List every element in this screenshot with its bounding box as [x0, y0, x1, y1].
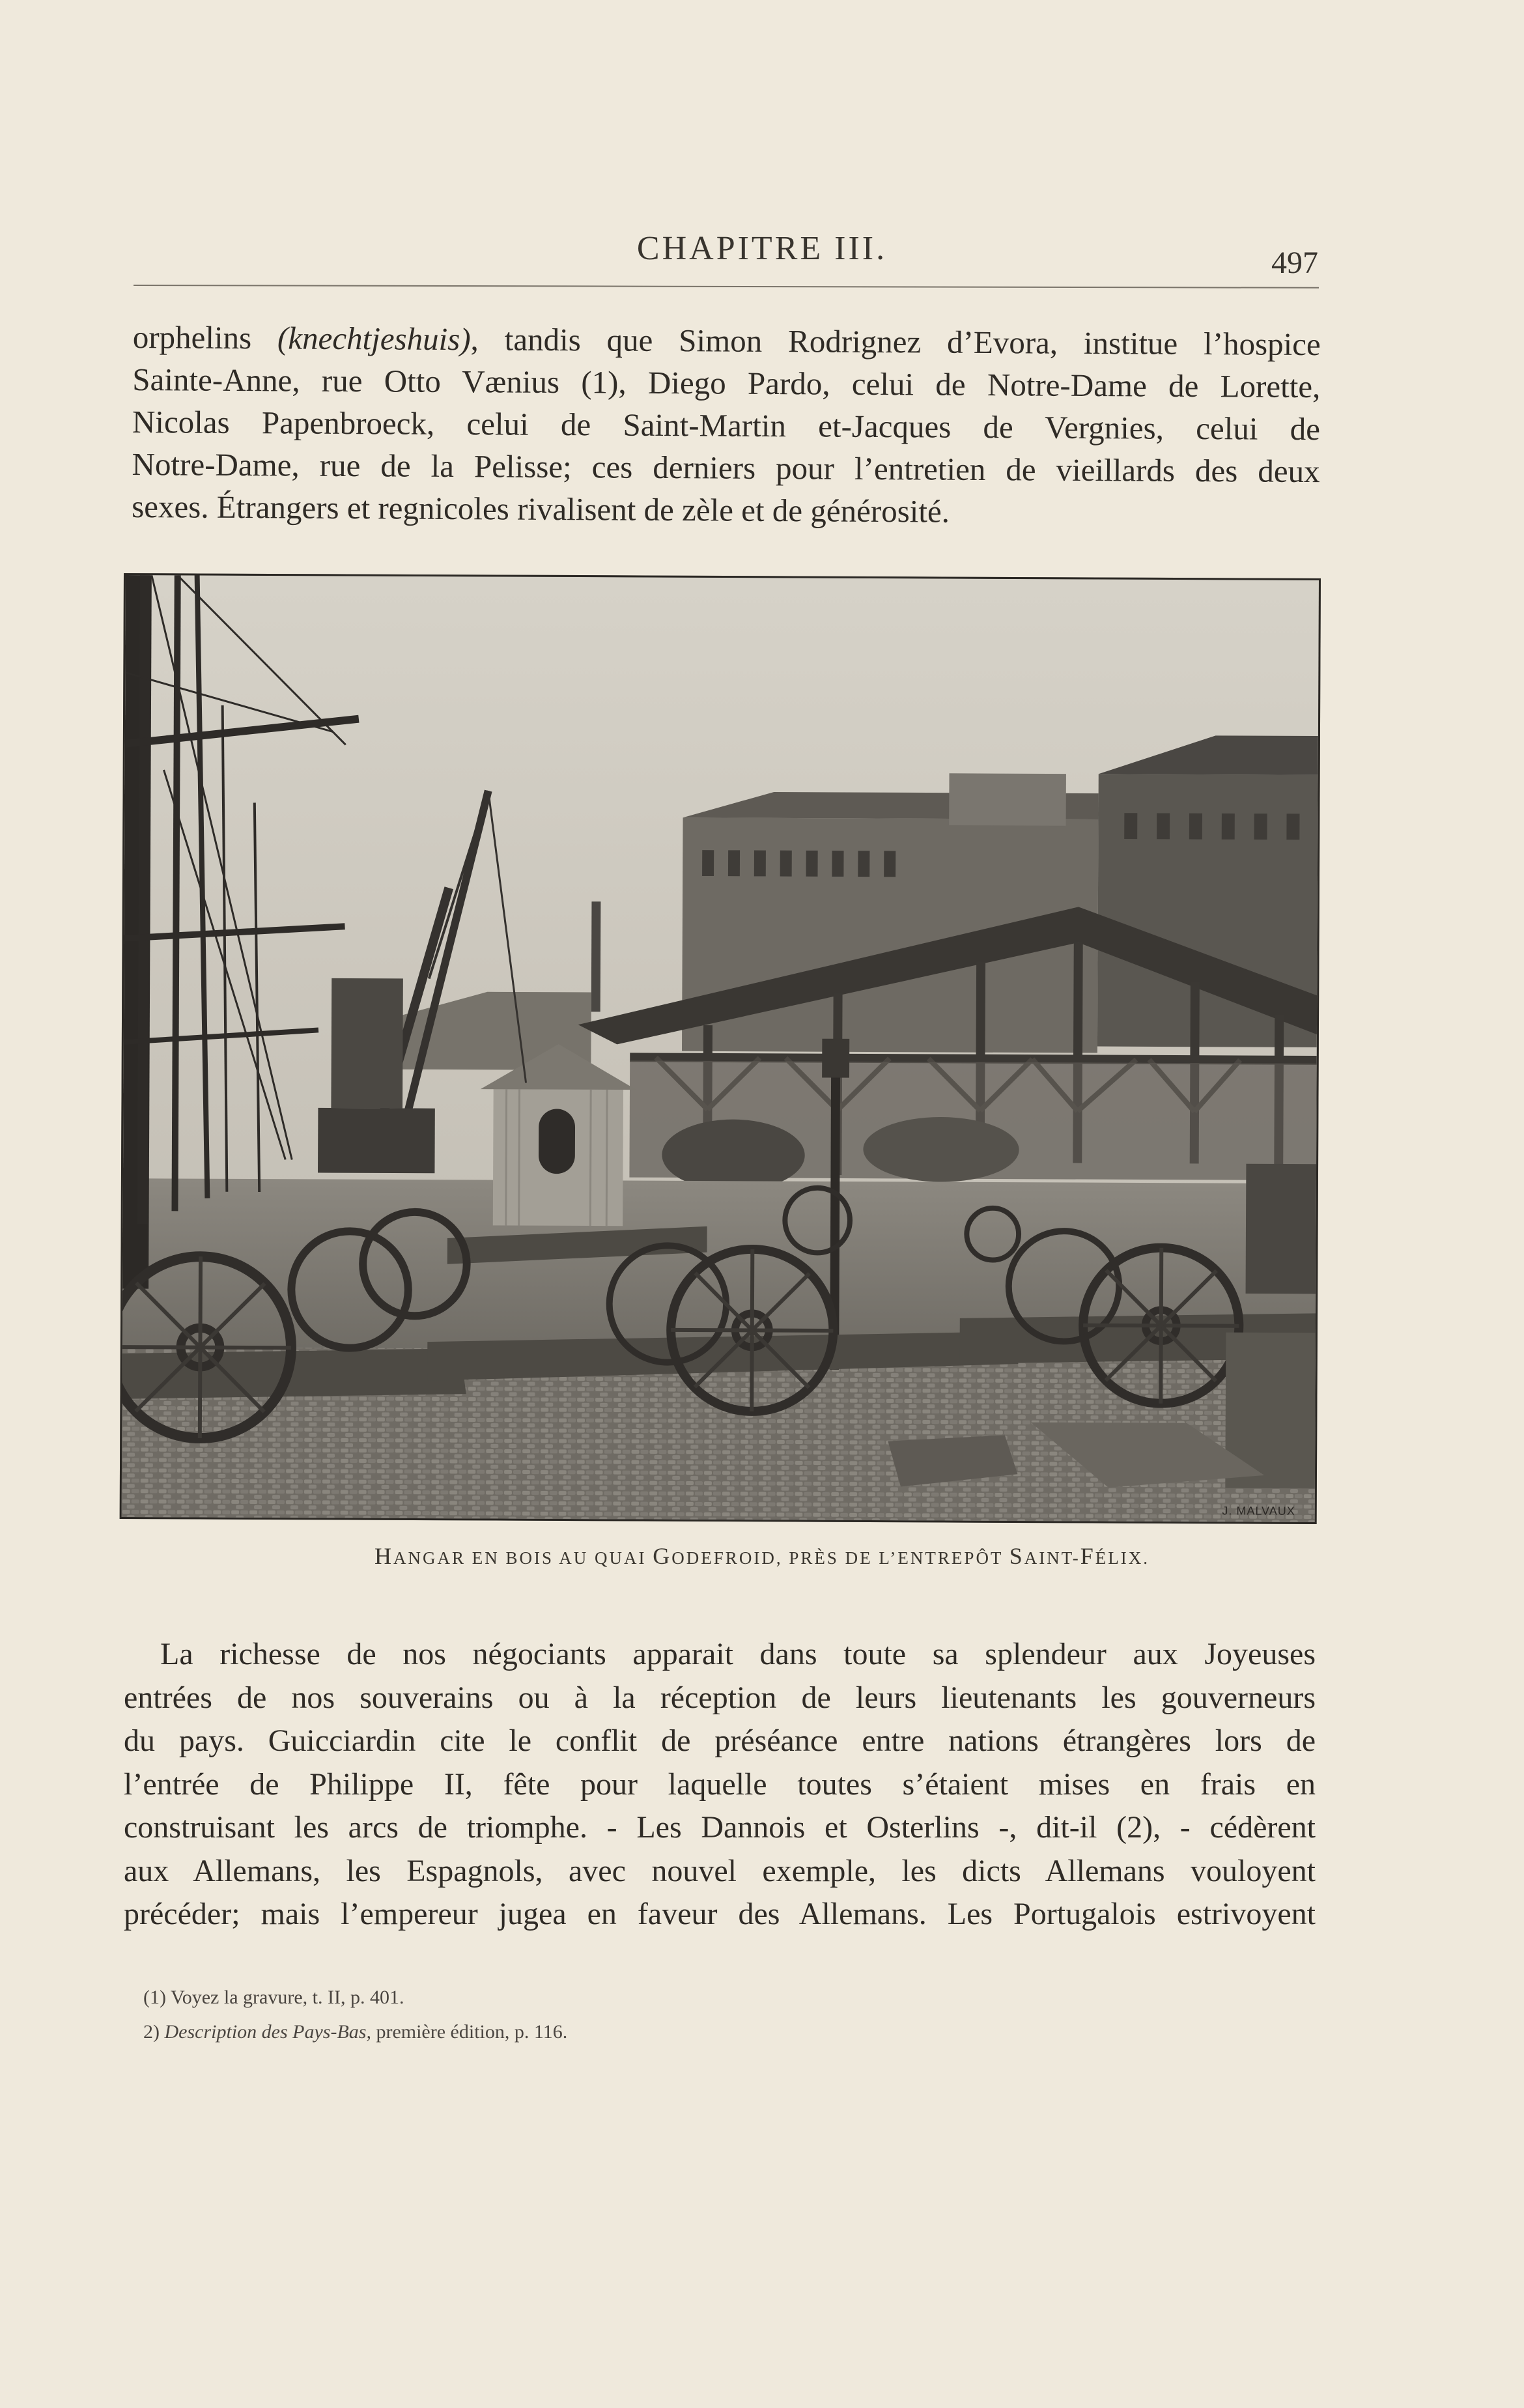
paragraph-line: du pays. Guicciardin cite le conflit de préséance entre nations étrangères lors de — [124, 1723, 1316, 1758]
footnote-1: (1) Voyez la gravure, t. II, p. 401. — [143, 1987, 404, 2008]
paragraph-top — [132, 316, 1321, 535]
page-number: 497 — [1271, 246, 1318, 280]
italic-term: (knechtjeshuis) — [277, 320, 471, 358]
footnote-2-rest: première édition, p. 116. — [376, 2021, 568, 2043]
paragraph-line: sexes. Étrangers et regnicoles rivalisent de zèle et de générosité. — [132, 488, 950, 530]
paragraph-line: l’entrée de Philippe II, fête pour laquelle toutes s’étaient mises en frais en — [124, 1766, 1316, 1802]
paragraph-main — [124, 1633, 1316, 1936]
paragraph-line: orphelins (knechtjeshuis), tandis que Simon Rodrignez d’Evora, institue l’hospice — [132, 319, 1321, 363]
paragraph-line: Notre-Dame, rue de la Pelisse; ces derniers pour l’entretien de vieillards des deux — [132, 446, 1320, 490]
engraver-signature: J. MALVAUX — [1222, 1504, 1295, 1518]
chapter-title: CHAPITRE III. — [636, 230, 888, 267]
header-rule — [134, 285, 1319, 289]
paragraph-line: aux Allemans, les Espagnols, avec nouvel exemple, les dicts Allemans vouloyent — [124, 1853, 1316, 1888]
photo-illustration — [122, 575, 1319, 1522]
paragraph-line: construisant les arcs de triomphe. - Les Dannois et Osterlins -, dit-il (2), - cédèrent — [124, 1810, 1316, 1845]
paragraph-line: précéder; mais l’empereur jugea en faveur des Allemans. Les Portugalois estrivoyent — [124, 1897, 1316, 1931]
paragraph-line: La richesse de nos négociants apparait dans toute sa splendeur aux Joyeuses — [160, 1637, 1316, 1671]
paragraph-line: entrées de nos souverains ou à la réception de leurs lieutenants les gouverneurs — [124, 1680, 1316, 1715]
photograph-hangar — [120, 573, 1321, 1524]
footnote-2 — [143, 2015, 1316, 2049]
figure-caption: HANGAR EN BOIS AU QUAI GODEFROID, PRÈS DE L’ENTREPÔT SAINT-FÉLIX. — [374, 1543, 1150, 1569]
paragraph-line: Nicolas Papenbroeck, celui de Saint-Martin et-Jacques de Vergnies, celui de — [132, 403, 1321, 447]
paragraph-line: Sainte-Anne, rue Otto Vænius (1), Diego Pardo, celui de Notre-Dame de Lorette, — [132, 361, 1321, 405]
footnote-2-title: Description des Pays-Bas, — [164, 2021, 371, 2043]
footnotes — [143, 1980, 1316, 2049]
footnote-2-number: 2) — [143, 2021, 160, 2043]
